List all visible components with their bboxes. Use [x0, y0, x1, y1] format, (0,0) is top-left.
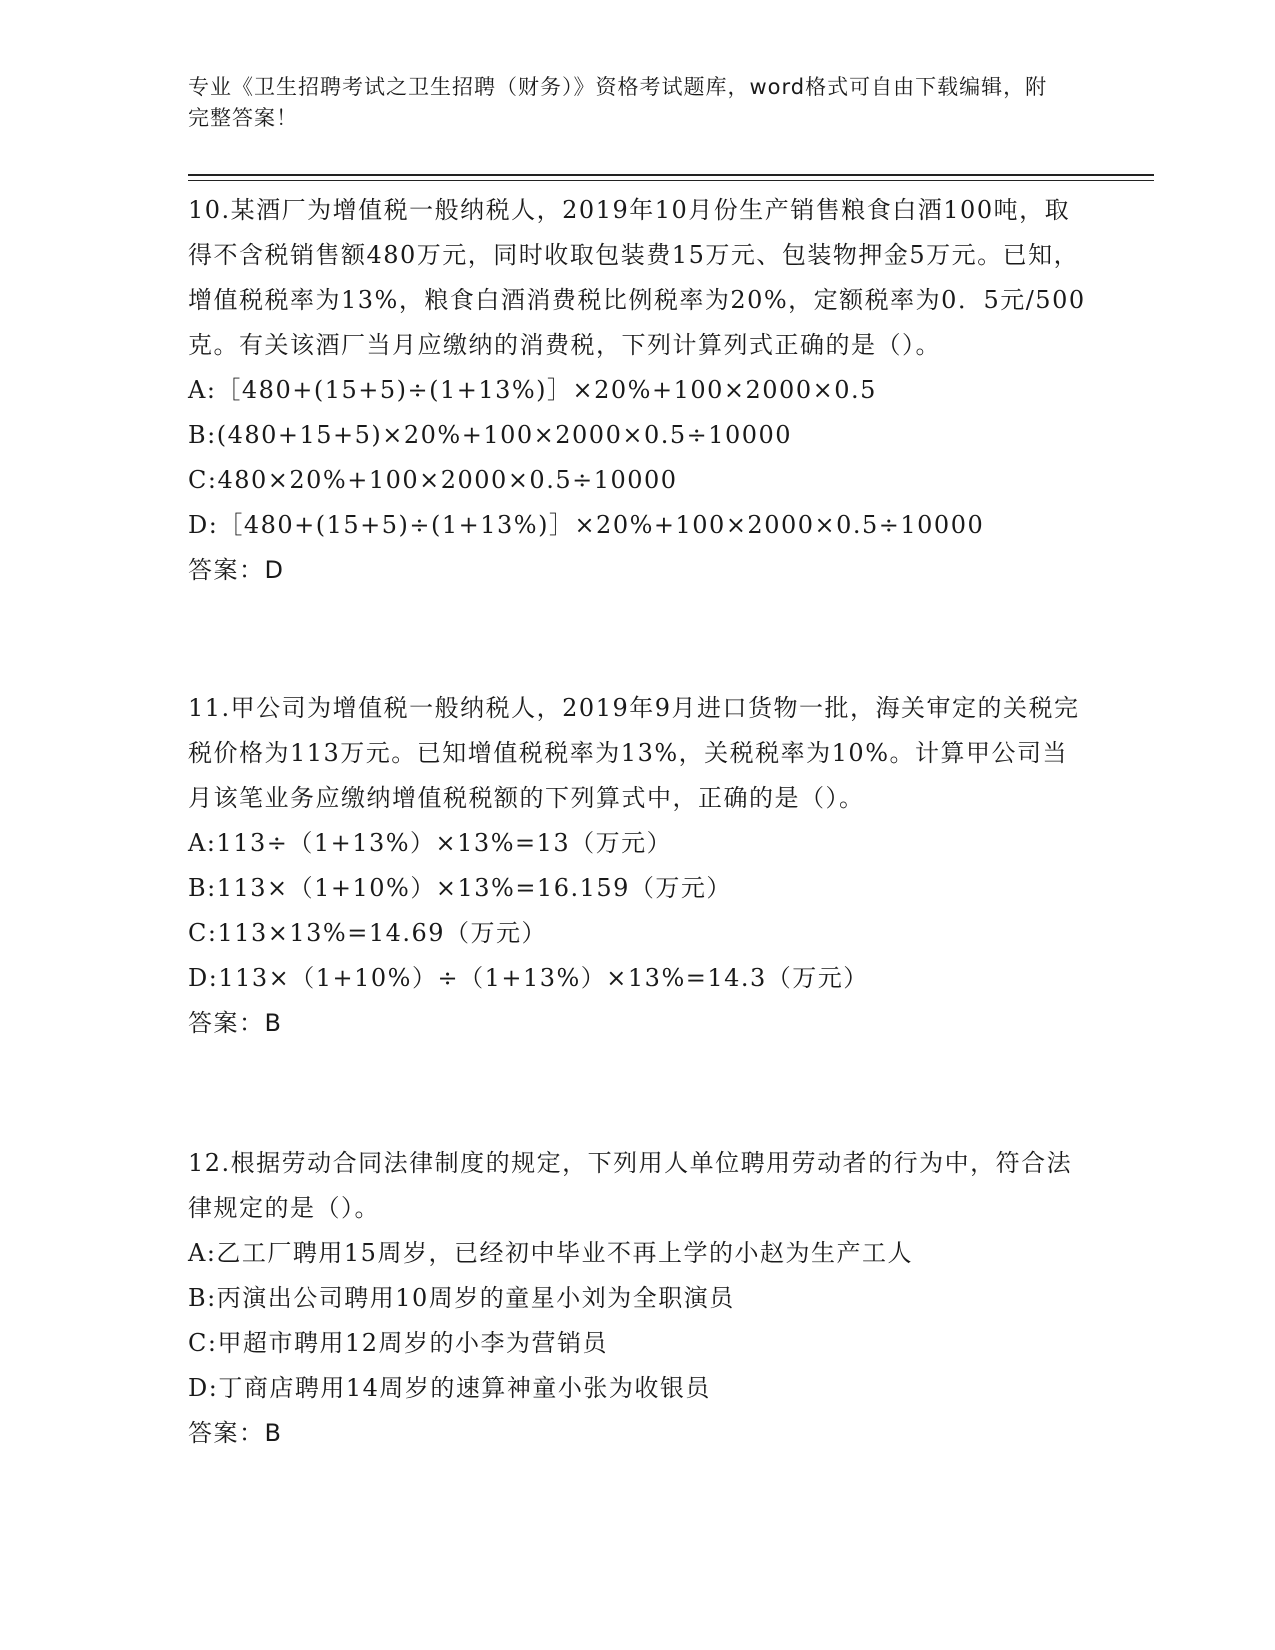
answer: 答案：D [188, 556, 285, 584]
question-12 [188, 1141, 1088, 1456]
question-10 [188, 188, 1088, 593]
option-c: C:甲超市聘用12周岁的小李为营销员 [188, 1329, 608, 1357]
answer: 答案：B [188, 1419, 283, 1447]
option-a: A:［480+(15+5)÷(1+13%)］×20%+100×2000×0.5 [188, 376, 877, 404]
question-stem: 12.根据劳动合同法律制度的规定，下列用人单位聘用劳动者的行为中，符合法律规定的是（）。 [188, 1149, 1073, 1222]
option-a: A:乙工厂聘用15周岁，已经初中毕业不再上学的小赵为生产工人 [188, 1239, 913, 1267]
option-b: B:113×（1+10%）×13%=16.159（万元） [188, 874, 732, 902]
question-stem: 10.某酒厂为增值税一般纳税人，2019年10月份生产销售粮食白酒100吨，取得不含税销售额480万元，同时收取包装费15万元、包装物押金5万元。已知，增值税税率为13%，粮食白酒消费税比例税率为20%，定额税率为0．5元/500克。有关该酒厂当月应缴纳的消费税，下列计算列式正确的是（）。 [188, 196, 1086, 359]
option-a: A:113÷（1+13%）×13%=13（万元） [188, 829, 673, 857]
header-divider-thin [188, 180, 1154, 181]
option-d: D:丁商店聘用14周岁的速算神童小张为收银员 [188, 1374, 711, 1402]
document-header: 专业《卫生招聘考试之卫生招聘（财务）》资格考试题库，word格式可自由下载编辑，附完整答案！ [188, 75, 1048, 130]
question-stem: 11.甲公司为增值税一般纳税人，2019年9月进口货物一批，海关审定的关税完税价格为113万元。已知增值税税率为13%，关税税率为10%。计算甲公司当月该笔业务应缴纳增值税税额的下列算式中，正确的是（）。 [188, 694, 1080, 812]
option-b: B:(480+15+5)×20%+100×2000×0.5÷10000 [188, 421, 793, 449]
answer: 答案：B [188, 1009, 283, 1037]
option-d: D:［480+(15+5)÷(1+13%)］×20%+100×2000×0.5÷10000 [188, 511, 985, 539]
option-b: B:丙演出公司聘用10周岁的童星小刘为全职演员 [188, 1284, 735, 1312]
option-c: C:480×20%+100×2000×0.5÷10000 [188, 466, 678, 494]
option-c: C:113×13%=14.69（万元） [188, 919, 548, 947]
question-11 [188, 686, 1088, 1046]
option-d: D:113×（1+10%）÷（1+13%）×13%=14.3（万元） [188, 964, 869, 992]
header-divider [188, 174, 1154, 176]
